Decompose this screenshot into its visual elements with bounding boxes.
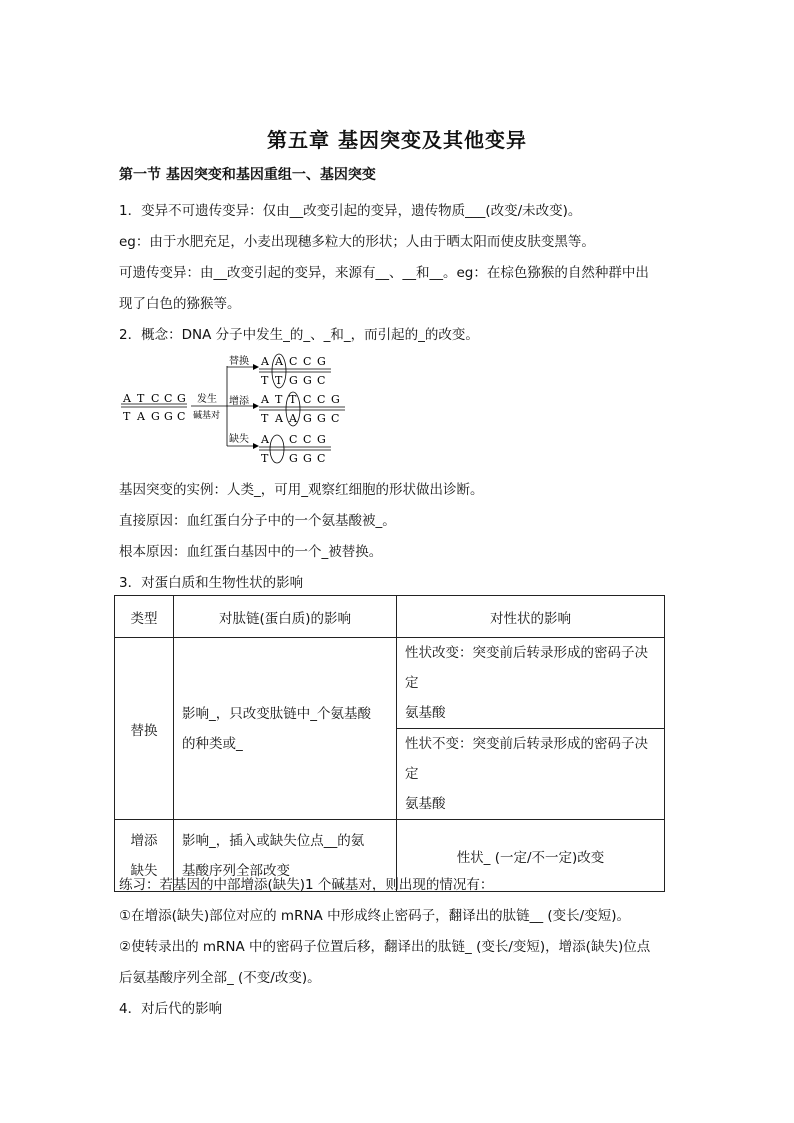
branch-label: 替换 bbox=[229, 356, 249, 367]
base: T bbox=[261, 412, 269, 425]
base: A bbox=[261, 393, 269, 406]
cell-line: 的种类或_ bbox=[182, 735, 243, 752]
base: C bbox=[289, 355, 298, 368]
cell-line: 性状改变：突变前后转录形成的密码子决定 bbox=[405, 645, 648, 691]
paragraph-13: 后氨基酸序列全部_ (不变/改变)。 bbox=[119, 970, 321, 986]
paragraph-3: 可遗传变异：由__改变引起的变异，来源有__、__和__。eg：在棕色猕猴的自然种群中出 bbox=[119, 265, 649, 281]
table-row bbox=[115, 638, 665, 729]
arrow-label: 碱基对 bbox=[193, 411, 221, 421]
cell-line: 基酸序列全部改变 bbox=[182, 862, 290, 879]
branch-label: 增添 bbox=[229, 396, 249, 407]
base: A bbox=[275, 355, 283, 368]
type-cell: 替换 bbox=[115, 638, 174, 820]
trait-cell bbox=[397, 729, 665, 820]
base: C bbox=[331, 412, 340, 425]
header-cell: 对肽链(蛋白质)的影响 bbox=[174, 596, 397, 638]
base: G bbox=[317, 412, 326, 425]
base: G bbox=[151, 410, 160, 423]
paragraph-2: eg：由于水肥充足，小麦出现穗多粒大的形状；人由于晒太阳而使皮肤变黑等。 bbox=[119, 234, 595, 250]
base: T bbox=[123, 410, 131, 423]
header-cell: 类型 bbox=[115, 596, 174, 638]
base: G bbox=[331, 393, 340, 406]
cell-line: 缺失 bbox=[130, 862, 158, 879]
base: C bbox=[317, 452, 326, 464]
mutation-diagram bbox=[119, 352, 349, 464]
base: C bbox=[289, 433, 298, 446]
base: G bbox=[289, 374, 298, 387]
branch-label: 缺失 bbox=[229, 434, 249, 445]
paragraph-14: 4．对后代的影响 bbox=[119, 1001, 223, 1017]
paragraph-5: 2．概念：DNA 分子中发生_的_、_和_，而引起的_的改变。 bbox=[119, 327, 479, 343]
base: G bbox=[289, 452, 298, 464]
paragraph-7: 直接原因：血红蛋白分子中的一个氨基酸被_。 bbox=[119, 513, 396, 529]
base: C bbox=[317, 374, 326, 387]
base: C bbox=[164, 392, 173, 405]
base: C bbox=[317, 393, 326, 406]
peptide-cell bbox=[174, 638, 397, 820]
table-header-row bbox=[115, 596, 665, 638]
base: T bbox=[137, 392, 145, 405]
base: G bbox=[164, 410, 173, 423]
paragraph-12: ②使转录出的 mRNA 中的密码子位置后移，翻译出的肽链_ (变长/变短)，增添(缺失)位点 bbox=[119, 939, 651, 955]
base: A bbox=[261, 433, 269, 446]
base: A bbox=[137, 410, 145, 423]
trait-cell bbox=[397, 638, 665, 729]
cell-line: 氨基酸 bbox=[405, 796, 446, 812]
base: C bbox=[303, 433, 312, 446]
base: C bbox=[303, 355, 312, 368]
arrow-label-box bbox=[191, 366, 227, 446]
base: G bbox=[317, 433, 326, 446]
base: T bbox=[289, 393, 297, 406]
base: C bbox=[151, 392, 160, 405]
cell-line: 增添 bbox=[130, 832, 158, 849]
base: A bbox=[275, 412, 283, 425]
section-heading: 第一节 基因突变和基因重组一、基因突变 bbox=[119, 167, 376, 183]
base: C bbox=[177, 410, 186, 423]
base: G bbox=[303, 374, 312, 387]
base: T bbox=[261, 374, 269, 387]
base: T bbox=[275, 374, 283, 387]
base: A bbox=[261, 355, 269, 368]
base: A bbox=[123, 392, 131, 405]
branch-substitution bbox=[227, 354, 331, 388]
paragraph-6: 基因突变的实例：人类_，可用_观察红细胞的形状做出诊断。 bbox=[119, 482, 484, 498]
base: C bbox=[303, 393, 312, 406]
arrow-label: 发生 bbox=[197, 394, 217, 405]
cell-line: 氨基酸 bbox=[405, 705, 446, 721]
mutation-effects-table bbox=[114, 595, 665, 892]
cell-line: 影响_，插入或缺失位点__的氨 bbox=[182, 832, 365, 849]
branch-deletion bbox=[227, 432, 331, 464]
base: G bbox=[317, 355, 326, 368]
base: A bbox=[289, 412, 297, 425]
base: G bbox=[177, 392, 186, 405]
base: G bbox=[303, 452, 312, 464]
paragraph-10: 练习：若基因的中部增添(缺失)1 个碱基对，则出现的情况有： bbox=[119, 877, 494, 893]
paragraph-9: 3．对蛋白质和生物性状的影响 bbox=[119, 575, 304, 591]
original-strand bbox=[121, 392, 187, 423]
base: G bbox=[303, 412, 312, 425]
paragraph-11: ①在增添(缺失)部位对应的 mRNA 中形成终止密码子，翻译出的肽链__ (变长/变短)。 bbox=[119, 908, 630, 924]
cell-line: 性状不变：突变前后转录形成的密码子决定 bbox=[405, 736, 648, 782]
branch-insertion bbox=[227, 392, 345, 426]
trait-cell: 性状_ (一定/不一定)改变 bbox=[397, 820, 665, 892]
cell-line: 影响_，只改变肽链中_个氨基酸 bbox=[182, 705, 371, 722]
paragraph-1: 1．变异不可遗传变异：仅由__改变引起的变异，遗传物质___(改变/未改变)。 bbox=[119, 203, 582, 219]
paragraph-8: 根本原因：血红蛋白基因中的一个_被替换。 bbox=[119, 544, 383, 560]
header-cell: 对性状的影响 bbox=[397, 596, 665, 638]
chapter-title: 第五章 基因突变及其他变异 bbox=[267, 128, 527, 152]
base: T bbox=[275, 393, 283, 406]
paragraph-4: 现了白色的猕猴等。 bbox=[119, 296, 241, 312]
base: T bbox=[261, 452, 269, 464]
